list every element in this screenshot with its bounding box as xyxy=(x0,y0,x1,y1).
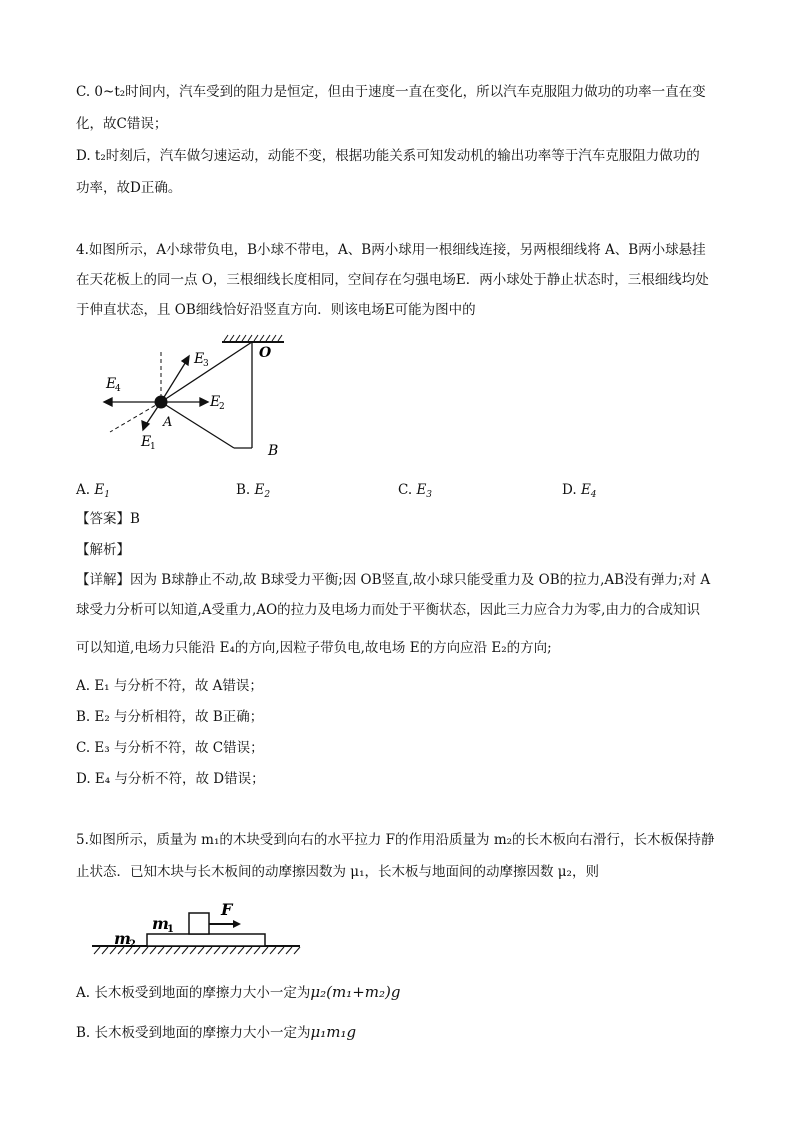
label-e2-sub: 2 xyxy=(219,402,225,412)
q3-option-c-line2: 化，故C错误； xyxy=(76,116,168,132)
q4-detail-line1: 【详解】因为 B球静止不动,故 B球受力平衡;因 OB竖直,故小球只能受重力及 OB的拉力,AB没有弹力;对 A xyxy=(76,572,711,588)
q4-detail-line2: 球受力分析可以知道,A受重力,AO的拉力及电场力而处于平衡状态，因此三力应合力为零,由力的合成知识 xyxy=(76,602,700,618)
q3-option-d-line1: D. t₂时刻后，汽车做匀速运动，动能不变，根据功能关系可知发动机的输出功率等于汽车克服阻力做功的 xyxy=(76,148,700,164)
q4-option-b: B. $E_2$ xyxy=(236,482,271,500)
label-m2-sub: 2 xyxy=(129,939,136,950)
label-e1: E xyxy=(141,434,152,450)
label-o: O xyxy=(259,345,272,361)
q5-option-b-formula: μ₁m₁g xyxy=(310,1023,357,1041)
q4-stem-line3: 于伸直状态，且 OB细线恰好沿竖直方向．则该电场E可能为图中的 xyxy=(76,302,476,318)
q4-judge-c: C. E₃ 与分析不符，故 C错误； xyxy=(76,740,264,756)
label-m2: m xyxy=(114,929,131,948)
label-a: A xyxy=(163,415,173,430)
q3-option-c-line1: C. 0~t₂时间内，汽车受到的阻力是恒定，但由于速度一直在变化，所以汽车克服阻力做功的功率一直在变 xyxy=(76,84,706,100)
q5-option-a: A. 长木板受到地面的摩擦力大小一定为μ₂(m₁+m₂)g xyxy=(76,983,401,1001)
q4-judge-d: D. E₄ 与分析不符，故 D错误； xyxy=(76,771,265,787)
label-m1-sub: 1 xyxy=(167,924,174,935)
label-m1: m xyxy=(152,914,169,933)
label-e2: E xyxy=(210,394,221,410)
q5-block-diagram xyxy=(88,898,303,962)
q4-option-a: A. $E_1$ xyxy=(76,482,110,500)
q4-detail-line3: 可以知道,电场力只能沿 E₄的方向,因粒子带负电,故电场 E的方向应沿 E₂的方向; xyxy=(76,640,552,656)
q5-stem-line1: 5.如图所示，质量为 m₁的木块受到向右的水平拉力 F的作用沿质量为 m₂的长木板向右滑行，长木板保持静 xyxy=(76,832,715,848)
label-f: F xyxy=(221,900,233,919)
q4-stem-line2: 在天花板上的同一点 O，三根细线长度相同，空间存在匀强电场E．两小球处于静止状态时，三根细线均处 xyxy=(76,272,709,288)
q4-option-c: C. $E_3$ xyxy=(398,482,433,500)
q5-stem-line2: 止状态．已知木块与长木板间的动摩擦因数为 μ₁，长木板与地面间的动摩擦因数 μ₂，则 xyxy=(76,864,599,880)
label-e1-sub: 1 xyxy=(150,442,156,452)
q4-judge-a: A. E₁ 与分析不符，故 A错误； xyxy=(76,678,263,694)
label-b: B xyxy=(268,443,279,459)
q5-option-a-formula: μ₂(m₁+m₂)g xyxy=(310,983,401,1001)
q4-analysis-title: 【解析】 xyxy=(76,542,130,558)
label-e3: E xyxy=(194,351,205,367)
q5-option-b: B. 长木板受到地面的摩擦力大小一定为μ₁m₁g xyxy=(76,1023,357,1041)
label-e4: E xyxy=(106,376,117,392)
q4-field-diagram xyxy=(96,330,296,462)
q3-option-d-line2: 功率，故D正确。 xyxy=(76,180,182,196)
label-e4-sub: 4 xyxy=(115,384,121,394)
q4-judge-b: B. E₂ 与分析相符，故 B正确； xyxy=(76,709,264,725)
q4-stem-line1: 4.如图所示，A小球带负电，B小球不带电，A、B两小球用一根细线连接，另两根细线将 A、B两小球悬挂 xyxy=(76,242,706,258)
label-e3-sub: 3 xyxy=(203,359,209,369)
q4-option-d: D. $E_4$ xyxy=(562,482,597,500)
q4-answer: 【答案】B xyxy=(76,511,140,527)
